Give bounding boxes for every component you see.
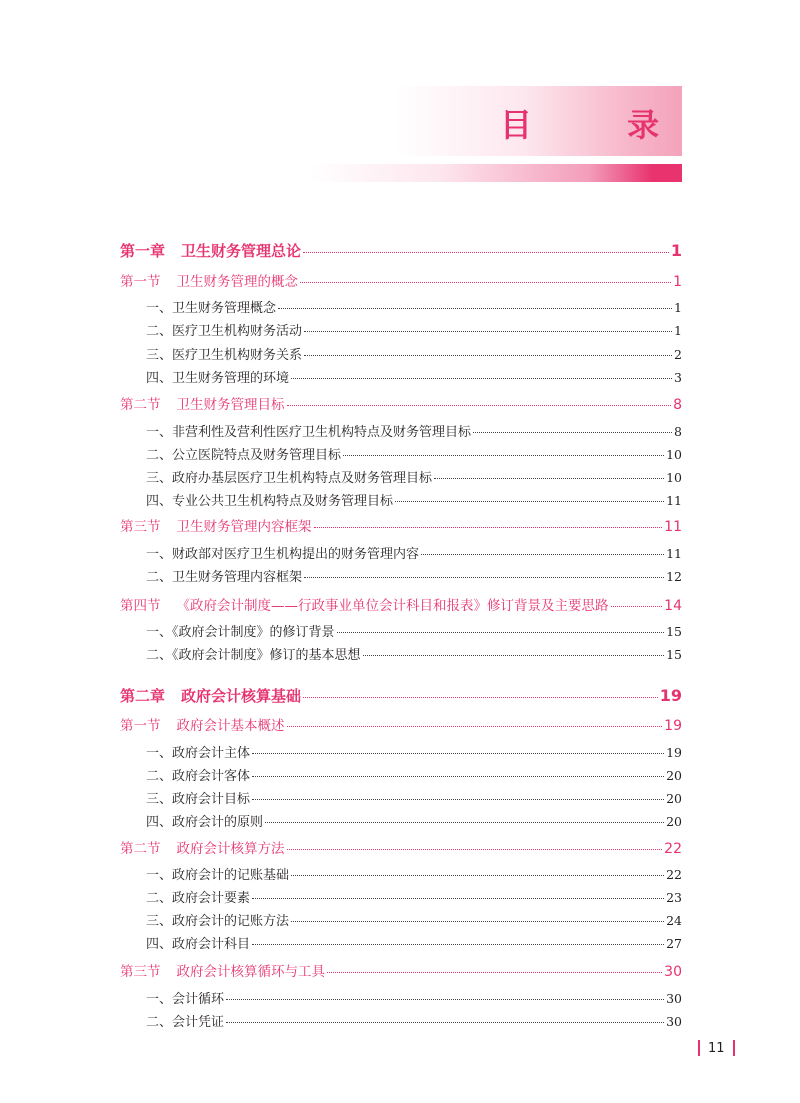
toc-item-row[interactable]: [146, 788, 682, 807]
toc-page-number: 14: [664, 598, 682, 614]
toc-page-number: 3: [674, 370, 682, 385]
toc-page-number: 1: [673, 274, 682, 290]
toc-section-title: 卫生财务管理目标: [176, 397, 285, 413]
dot-leader: [287, 405, 672, 406]
toc-entry-text: [146, 467, 432, 486]
toc-section-title: 卫生财务管理的概念: [176, 274, 298, 290]
toc-item-row[interactable]: [146, 621, 682, 640]
toc-item-row[interactable]: [146, 566, 682, 585]
toc-entry-text: [146, 811, 263, 830]
toc-entry-text: [146, 644, 361, 663]
toc-item-row[interactable]: [146, 742, 682, 761]
toc-item-title: 一、非营利性及营利性医疗卫生机构特点及财务管理目标: [146, 425, 472, 440]
toc-page-number: 30: [664, 964, 682, 980]
dot-leader: [252, 776, 664, 777]
toc-item-row[interactable]: [146, 543, 682, 562]
toc-page-number: 15: [666, 647, 682, 662]
toc-item-row[interactable]: [146, 933, 682, 952]
toc-entry-text: [146, 887, 250, 906]
dot-leader: [303, 697, 658, 698]
toc-section-title: 《政府会计制度——行政事业单位会计科目和报表》修订背景及主要思路: [176, 598, 609, 614]
toc-item-title: 四、政府会计的原则: [146, 815, 264, 830]
toc-page-number: 30: [666, 991, 682, 1006]
dot-leader: [291, 921, 664, 922]
toc-item-title: 二、政府会计要素: [146, 891, 251, 906]
toc-entry-text: [146, 444, 341, 463]
toc-section-title: 卫生财务管理内容框架: [176, 519, 312, 535]
toc-section-title: 政府会计核算循环与工具: [176, 964, 325, 980]
toc-item-row[interactable]: [146, 887, 682, 906]
toc-item-row[interactable]: [146, 421, 682, 440]
dot-leader: [611, 606, 663, 607]
toc-entry-text: [146, 490, 393, 509]
toc-entry-text: [120, 960, 325, 980]
toc-page-number: 12: [666, 569, 682, 584]
toc-page-number: 24: [666, 913, 682, 928]
dot-leader: [300, 282, 671, 283]
toc-item-row[interactable]: [146, 811, 682, 830]
toc-item-row[interactable]: [146, 320, 682, 339]
toc-item-row[interactable]: [146, 344, 682, 363]
toc-entry-text: [146, 566, 302, 585]
page-number-left-bar: [698, 1040, 700, 1056]
toc-item-title: 一、财政部对医疗卫生机构提出的财务管理内容: [146, 547, 420, 562]
toc-item-row[interactable]: [146, 297, 682, 316]
toc-entry-text: [146, 543, 419, 562]
toc-chapter-row[interactable]: [120, 240, 682, 261]
toc-item-row[interactable]: [146, 444, 682, 463]
toc-section-label: 第四节: [120, 598, 161, 614]
toc-page-number: 19: [664, 718, 682, 734]
toc-page-number: 22: [666, 867, 682, 882]
toc-item-title: 一、政府会计主体: [146, 746, 251, 761]
dot-leader: [252, 898, 664, 899]
dot-leader: [252, 799, 664, 800]
page-number: 11: [708, 1040, 725, 1056]
toc-chapter-label: 第一章: [120, 242, 166, 260]
toc-page-number: 15: [666, 624, 682, 639]
toc-entry-text: [146, 421, 471, 440]
toc-entry-text: [146, 367, 289, 386]
toc-section-label: 第三节: [120, 964, 161, 980]
toc-section-row[interactable]: [120, 515, 682, 535]
dot-leader: [337, 632, 665, 633]
toc-section-row[interactable]: [120, 393, 682, 413]
toc-entry-text: [146, 988, 224, 1007]
toc-item-row[interactable]: [146, 1011, 682, 1030]
toc-section-title: 政府会计基本概述: [176, 718, 285, 734]
toc-entry-text: [120, 685, 301, 706]
toc-section-row[interactable]: [120, 837, 682, 857]
toc-item-row[interactable]: [146, 490, 682, 509]
toc-item-title: 三、政府会计目标: [146, 792, 251, 807]
toc-section-label: 第二节: [120, 397, 161, 413]
toc-page-number: 10: [666, 447, 682, 462]
toc-page-number: 20: [666, 768, 682, 783]
dot-leader: [226, 1022, 664, 1023]
dot-leader: [473, 432, 672, 433]
toc-page-number: 2: [674, 347, 682, 362]
page-number-right-bar: [733, 1040, 735, 1056]
toc-entry-text: [146, 742, 250, 761]
toc-item-row[interactable]: [146, 910, 682, 929]
toc-entry-text: [120, 270, 298, 290]
toc-entry-text: [120, 515, 312, 535]
dot-leader: [314, 527, 663, 528]
dot-leader: [304, 331, 672, 332]
toc-item-row[interactable]: [146, 467, 682, 486]
toc-section-row[interactable]: [120, 714, 682, 734]
toc-entry-text: [120, 837, 285, 857]
toc-section-row[interactable]: [120, 594, 682, 614]
toc-item-title: 二、公立医院特点及财务管理目标: [146, 448, 342, 463]
toc-page-number: 8: [673, 397, 682, 413]
toc-entry-text: [146, 621, 335, 640]
toc-item-title: 三、政府会计的记账方法: [146, 914, 290, 929]
dot-leader: [395, 501, 664, 502]
toc-chapter-row[interactable]: [120, 685, 682, 706]
toc-entry-text: [120, 594, 609, 614]
toc-entry-text: [120, 240, 301, 261]
toc-section-label: 第三节: [120, 519, 161, 535]
toc-item-title: 四、专业公共卫生机构特点及财务管理目标: [146, 494, 394, 509]
dot-leader: [226, 999, 664, 1000]
toc-entry-text: [120, 714, 285, 734]
toc-section-label: 第一节: [120, 718, 161, 734]
toc-page-number: 20: [666, 791, 682, 806]
toc-entry-text: [146, 933, 250, 952]
toc-page-number: 23: [666, 890, 682, 905]
toc-page-number: 1: [674, 323, 682, 338]
toc-item-title: 一、政府会计的记账基础: [146, 868, 290, 883]
toc-item-title: 二、医疗卫生机构财务活动: [146, 324, 303, 339]
dot-leader: [278, 308, 672, 309]
toc-page-number: 1: [674, 300, 682, 315]
dot-leader: [343, 455, 664, 456]
dot-leader: [434, 478, 664, 479]
toc-chapter-label: 第二章: [120, 687, 166, 705]
toc-entry-text: [120, 393, 285, 413]
toc-entry-text: [146, 344, 302, 363]
dot-leader: [252, 944, 664, 945]
toc-page-number: 11: [666, 546, 682, 561]
toc-page-number: 30: [666, 1014, 682, 1029]
dot-leader: [265, 822, 664, 823]
toc-item-title: 一、会计循环: [146, 992, 225, 1007]
toc-entry-text: [146, 297, 276, 316]
toc-page-number: 19: [666, 745, 682, 760]
toc-entry-text: [146, 1011, 224, 1030]
toc-section-label: 第一节: [120, 274, 161, 290]
toc-item-row[interactable]: [146, 765, 682, 784]
toc-item-title: 一、卫生财务管理概念: [146, 301, 277, 316]
dot-leader: [252, 753, 664, 754]
toc-chapter-title: 政府会计核算基础: [181, 687, 302, 705]
toc-section-row[interactable]: [120, 270, 682, 290]
toc-page-number: 20: [666, 814, 682, 829]
toc-section-label: 第二节: [120, 841, 161, 857]
dot-leader: [303, 252, 669, 253]
dot-leader: [327, 972, 662, 973]
page-title: 目 录: [500, 106, 702, 144]
toc-section-row[interactable]: [120, 960, 682, 980]
toc-page-number: 1: [670, 241, 682, 260]
toc-item-title: 二、卫生财务管理内容框架: [146, 570, 303, 585]
toc-item-row[interactable]: [146, 367, 682, 386]
toc-page-number: 11: [666, 493, 682, 508]
toc-page-number: 8: [674, 424, 682, 439]
toc-section-title: 政府会计核算方法: [176, 841, 285, 857]
toc-item-row[interactable]: [146, 864, 682, 883]
toc-item-title: 四、政府会计科目: [146, 937, 251, 952]
toc-item-row[interactable]: [146, 644, 682, 663]
toc-item-title: 二、政府会计客体: [146, 769, 251, 784]
dot-leader: [291, 378, 672, 379]
toc-item-title: 一、《政府会计制度》的修订背景: [146, 625, 335, 640]
dot-leader: [287, 726, 663, 727]
page-number-footer: [698, 1040, 735, 1056]
toc-entry-text: [146, 765, 250, 784]
dot-leader: [304, 355, 672, 356]
toc-entry-text: [146, 864, 289, 883]
toc-entry-text: [146, 320, 302, 339]
toc-item-row[interactable]: [146, 988, 682, 1007]
toc-chapter-title: 卫生财务管理总论: [181, 242, 302, 260]
dot-leader: [291, 875, 664, 876]
toc-page-number: 19: [659, 686, 682, 705]
toc-item-title: 三、医疗卫生机构财务关系: [146, 348, 303, 363]
toc-entry-text: [146, 788, 250, 807]
dot-leader: [363, 655, 665, 656]
toc-item-title: 二、会计凭证: [146, 1015, 225, 1030]
toc-entry-text: [146, 910, 289, 929]
toc-page-number: 10: [666, 470, 682, 485]
toc-item-title: 四、卫生财务管理的环境: [146, 371, 290, 386]
dot-leader: [421, 554, 664, 555]
toc-page-number: 11: [664, 519, 682, 535]
toc-item-title: 三、政府办基层医疗卫生机构特点及财务管理目标: [146, 471, 433, 486]
toc-page-number: 27: [666, 936, 682, 951]
dot-leader: [287, 849, 663, 850]
dot-leader: [304, 577, 664, 578]
toc-item-title: 二、《政府会计制度》修订的基本思想: [146, 648, 361, 663]
toc-page-number: 22: [664, 841, 682, 857]
